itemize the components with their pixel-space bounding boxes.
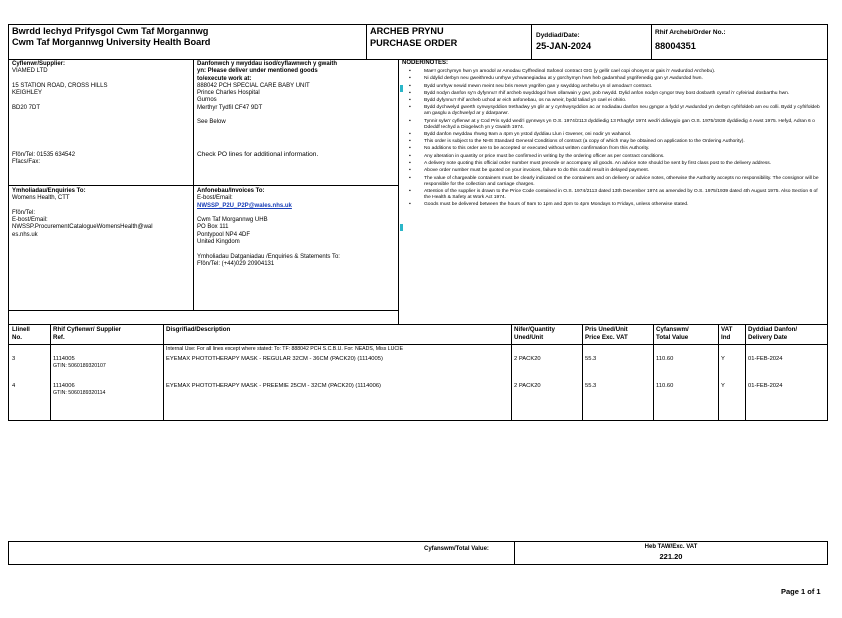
column-header: Rhif Cyflenwr/ Supplier	[53, 326, 122, 333]
info-col-divider-right	[398, 59, 399, 325]
cell-total: 110.60	[656, 356, 674, 362]
cell-description: EYEMAX PHOTOTHERAPY MASK - PREEMIE 25CM - 32CM (PACK20) (1114006)	[166, 383, 381, 389]
cell-vat: Y	[721, 356, 725, 362]
supplier-heading: Cyflenwr/Supplier:	[12, 61, 66, 67]
column-header: Dyddiad Danfon/	[748, 326, 798, 333]
lines-table-header-divider	[8, 344, 828, 345]
column-header: VAT	[721, 326, 733, 333]
supplier-name: VIAMED LTD	[12, 68, 48, 75]
org-name-welsh: Bwrdd Iechyd Prifysgol Cwm Taf Morgannwg	[12, 26, 209, 36]
totals-vat-label: Heb TAW/Exc. VAT	[644, 544, 698, 550]
column-header: Llinell	[12, 326, 30, 333]
doc-title-welsh: ARCHEB PRYNU	[370, 26, 444, 36]
delivery-address-line: Merthyr Tydfil CF47 9DT	[197, 104, 263, 111]
cell-delivery-date: 01-FEB-2024	[748, 356, 783, 362]
invoices-address-line: PO Box 111	[197, 224, 229, 231]
date-label: Dyddiad/Date:	[536, 32, 580, 39]
delivery-section	[197, 61, 337, 127]
column-header: Delivery Date	[748, 334, 788, 341]
statements-phone: Ffôn/Tel: (+44)029 20904131	[197, 260, 275, 267]
lines-col-divider	[745, 324, 746, 421]
lines-col-divider	[50, 324, 51, 421]
cell-supplier-ref: 1114005	[53, 356, 75, 362]
totals-value: 221.20	[659, 552, 683, 561]
note-item: ▪ The value of chargeable containers must be clearly indicated on the containers and on delivery or advice notes, otherwise the Authority accepts no responsibility. The consignor will be responsible for the collection and carriage charges.	[402, 176, 824, 188]
column-header: Price Exc. VAT	[585, 334, 628, 341]
totals-divider	[514, 541, 515, 565]
info-row-divider	[8, 185, 398, 186]
note-item: ▪ Bydd dyfynnu'r rhif archeb uchod ar eich anfonebau, os na wneir, bydd taliad yn cael ei ohirio.	[402, 98, 824, 104]
org-name-english: Cwm Taf Morgannwg University Health Board	[12, 37, 211, 47]
cell-gtin: GTIN: 5060189320114	[53, 390, 106, 396]
notes-heading: NODER/NOTES:	[402, 60, 449, 66]
note-item: ▪ This order is subject to the NHS Standard General Conditions of contract (a copy of which may be obtained on application to the Ordering Authority).	[402, 139, 824, 145]
cell-line: 4	[12, 383, 16, 389]
supplier-address-line: 15 STATION ROAD, CROSS HILLS	[12, 82, 108, 89]
delivery-heading-line: yn: Please deliver under mentioned goods	[197, 68, 318, 75]
note-item: ▪ Bydd nodyn danfon sy'n dyfynnu'r rhif archeb swyddogol hwn ollarwain y gwr, pob nwydd. Dylid anfon nodyn cyngor trwy bost dosbarth cyntaf i'r cyfeiriad dosbarthu hwn.	[402, 91, 824, 97]
date-value: 25-JAN-2024	[536, 41, 592, 51]
delivery-heading-line: to/execute work at:	[197, 75, 252, 82]
enquiries-name: Womens Health, CTT	[12, 195, 70, 202]
supplier-section	[12, 61, 107, 112]
column-header: Total Value	[656, 334, 689, 341]
notes-list	[402, 69, 824, 208]
supplier-fax: Ffacs/Fax:	[12, 159, 41, 166]
note-item: ▪ Ni ddylid derbyn neu gweithredu unrhyw ychwanegiadau at y gorchymyn hwn heb gadarnhad ysgrifenedig gan yr Awdurdod hwn.	[402, 76, 824, 82]
column-header: Ref.	[53, 334, 65, 341]
delivery-address-line: 888042 PCH SPECIAL CARE BABY UNIT	[197, 82, 310, 89]
order-number-label: Rhif Archeb/Order No.:	[655, 29, 726, 36]
page-number: Page 1 of 1	[781, 587, 821, 596]
cell-quantity: 2 PACK20	[514, 356, 541, 362]
lines-col-divider	[163, 324, 164, 421]
column-header: Ind	[721, 334, 731, 341]
supplier-address-line: KEIGHLEY	[12, 90, 43, 97]
note-item: ▪ Above order number must be quoted on your invoices, failure to do this could result in delayed payment.	[402, 168, 824, 174]
note-item: ▪ Tynnir sylw'r cyflenwr at y Cod Pris sydd wedi'i gynnwys yn O.S. 1974/2113 dyddiedig 13 Rhagfyr 1974 wedi'i ddiwygio gan O.S. 1975/1939 dyddiedig 4 Awst 1975. Hefyd, Adran 6 o Ddeddf Iechyd a Diogelwch yn y Gwaith 1974.	[402, 119, 824, 131]
column-header: Disgrifiad/Description	[166, 326, 231, 333]
note-item: ▪ Mae'r gorchymyn hwn yn amodol ar Amodau Cyffredinol Safonol contract GIG (y gellir cael copi ohonynt ar gais i'r Awdurdod Archebu).	[402, 69, 824, 75]
delivery-address-line: Gurnos	[197, 97, 217, 104]
lines-col-divider	[653, 324, 654, 421]
statements-heading: Ymholiadau Datganiadau /Enquiries & Statements To:	[197, 253, 340, 260]
info-bottom-divider	[8, 310, 398, 311]
supplier-contact	[12, 152, 75, 167]
note-item: ▪ Bydd dychwelyd gwerth cynwysyddion trethadwy yn glir ar y cynhwysyddion ac ar nodiadau danfon neu gyngor a fydd yr Awdurdod yn derbyn cyfrifoldeb am eu colli. Bydd y cyfrifoldeb am gasglu a dychwelyd ar y ddarparwr.	[402, 105, 824, 117]
column-header: No.	[12, 334, 22, 341]
notes-list-wrap	[402, 69, 824, 209]
enquiries-email-line: es.nhs.uk	[12, 231, 38, 238]
header-col-divider-1	[366, 24, 367, 59]
supplier-address-line: BD20 7DT	[12, 104, 41, 111]
lines-table	[8, 324, 828, 421]
note-item: ▪ Attention of the supplier is drawn to the Price Code contained in O.S. 1974/2113 dated 13th December 1974 as amended by O.S. 1975/1939 dated 4th August 1975. Also Section 6 of the Health & Safety at Work Act 1974.	[402, 189, 824, 201]
order-number-value: 88004351	[655, 41, 696, 51]
invoices-address-line: United Kingdom	[197, 239, 240, 246]
enquiries-section	[12, 188, 153, 239]
delivery-see-below: See Below	[197, 119, 226, 126]
enquiries-email-label: E-bost/Email:	[12, 217, 48, 224]
column-header: Pris Uned/Unit	[585, 326, 628, 333]
supplier-phone: Ffôn/Tel: 01535 634542	[12, 152, 76, 158]
column-header: Cyfanswm/	[656, 326, 689, 333]
delivery-check-note: Check PO lines for additional information.	[197, 151, 319, 158]
totals-label: Cyfanswm/Total Value:	[424, 546, 489, 552]
cell-delivery-date: 01-FEB-2024	[748, 383, 783, 389]
cell-gtin: GTIN: 5060189320107	[53, 363, 106, 369]
note-item: ▪ Goods must be delivered between the hours of 9am to 1pm and 2pm to 4pm Mondays to Fridays, unless otherwise stated.	[402, 202, 824, 208]
note-item: ▪ Bydd danfon nwyddau rhwng 9am a 4pm yn ystod dyddiau Llun i Gwener, oni nodir yn wahanol.	[402, 132, 824, 138]
note-item: ▪ Any alteration in quantity or price must be confirmed in writing by the ordering officer as per contract conditions.	[402, 154, 824, 160]
cell-total: 110.60	[656, 383, 674, 389]
column-header: Uned/Unit	[514, 334, 544, 341]
doc-title-english: PURCHASE ORDER	[370, 38, 458, 48]
invoices-address-line: Cwm Taf Morgannwg UHB	[197, 217, 268, 224]
lines-col-divider	[511, 324, 512, 421]
invoices-email-link[interactable]: NWSSP_P2U_P2P@wales.nhs.uk	[197, 202, 292, 209]
invoices-heading: Anfonebau/Invoices To:	[197, 188, 265, 194]
cell-vat: Y	[721, 383, 725, 389]
header-col-divider-3	[651, 24, 652, 59]
delivery-address-line: Prince Charles Hospital	[197, 90, 260, 97]
delivery-heading-line: Danfonwch y nwyddau isod/cyflawnwch y gwaith	[197, 61, 338, 67]
cell-supplier-ref: 1114006	[53, 383, 75, 389]
lines-col-divider	[718, 324, 719, 421]
cell-description: EYEMAX PHOTOTHERAPY MASK - REGULAR 32CM - 36CM (PACK20) (1114005)	[166, 356, 383, 362]
header-col-divider-2	[531, 24, 532, 59]
note-item: ▪ No additions to this order are to be accepted or executed without written confirmation from this Authority.	[402, 146, 824, 152]
note-item: ▪ A delivery note quoting this official order number must precede or accompany all goods. An advice note should be sent by first class post to the delivery address.	[402, 161, 824, 167]
cell-line: 3	[12, 356, 16, 362]
enquiries-heading: Ymholiadau/Enquiries To:	[12, 188, 86, 194]
column-header: Nifer/Quantity	[514, 326, 555, 333]
cell-quantity: 2 PACK20	[514, 383, 541, 389]
enquiries-email-line: NWSSP.ProcurementCatalogueWomensHealth@wal	[12, 224, 153, 231]
cell-unit-price: 55.3	[585, 356, 597, 362]
invoices-section	[197, 188, 340, 268]
invoices-address-line: Pontypool NP4 4DF	[197, 231, 251, 238]
internal-use-note: Internal Use: For all lines except where stated: To: TF: 888042 PCH S.C.B.U. For: NEADS, Miss LUCIE	[166, 346, 404, 352]
note-item: ▪ Bydd unrhyw newid mewn meint neu bris mewn ysgrifen gan y swyddog archebu yn ol amodau'r contract.	[402, 84, 824, 90]
lines-col-divider	[582, 324, 583, 421]
margin-marker	[400, 224, 403, 231]
cell-unit-price: 55.3	[585, 383, 597, 389]
enquiries-phone: Ffôn/Tel:	[12, 209, 36, 216]
invoices-email-label: E-bost/Email:	[197, 195, 233, 202]
